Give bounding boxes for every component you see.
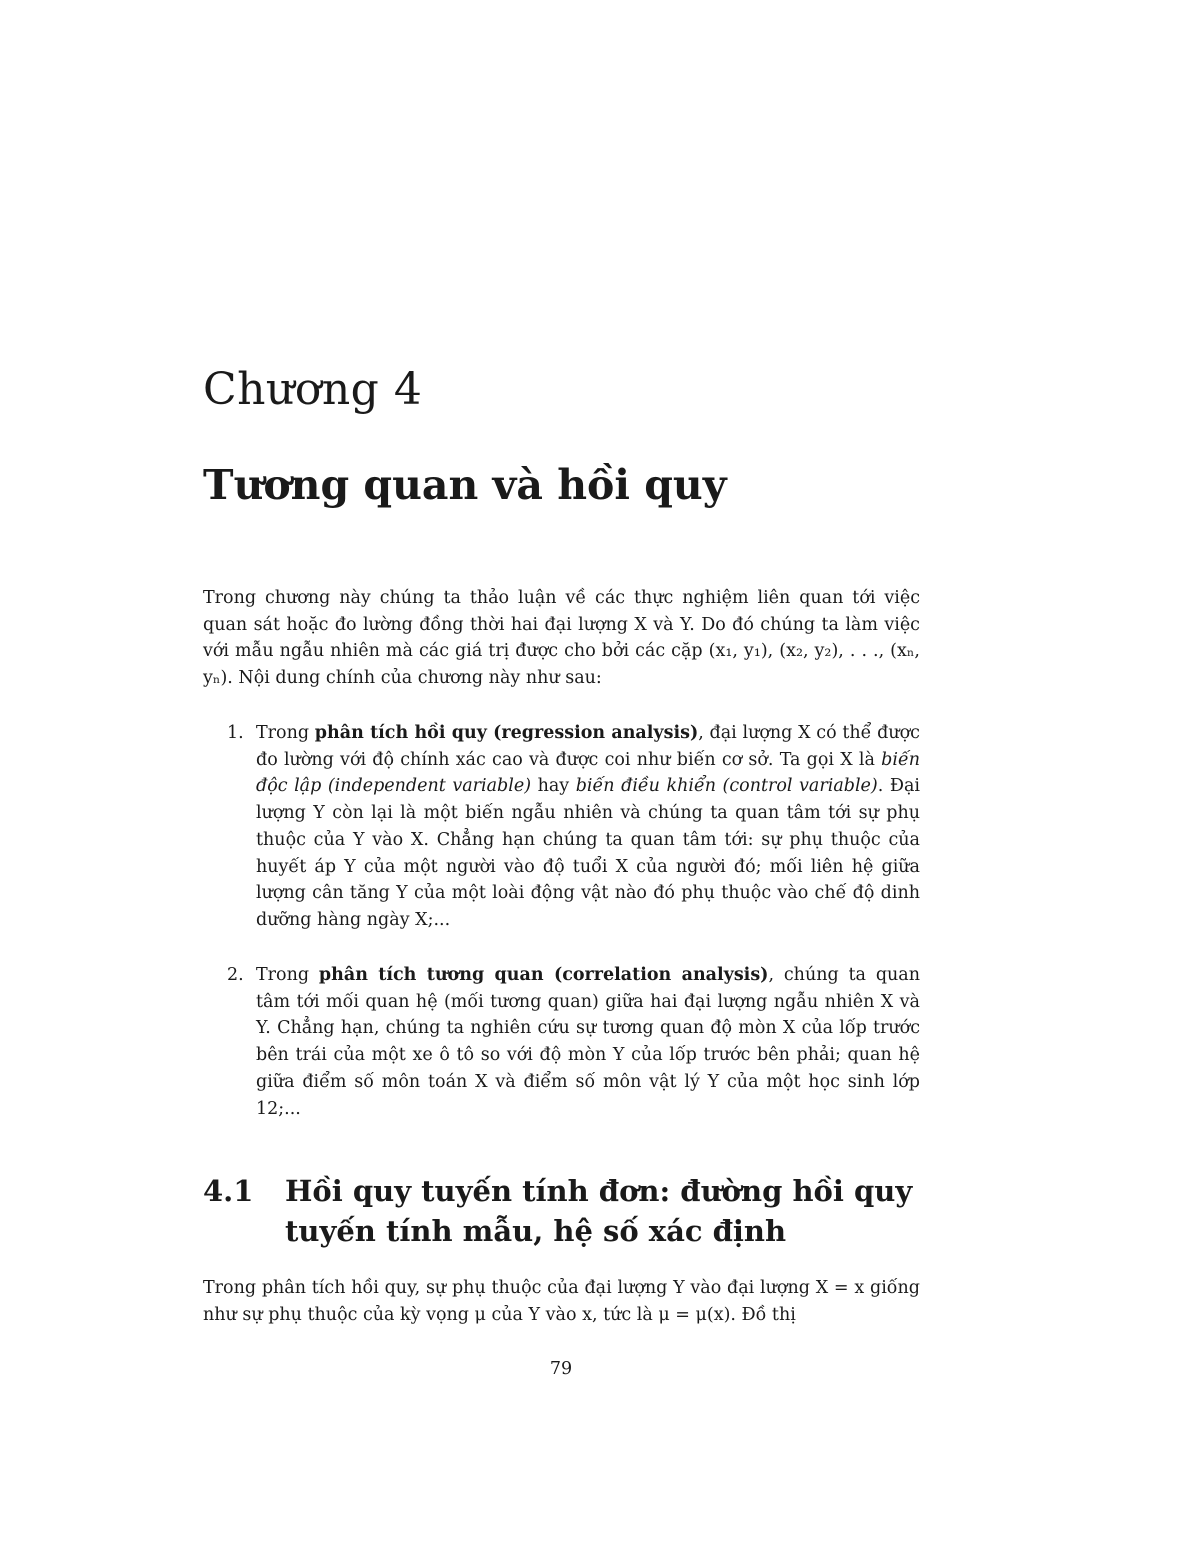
term-correlation-analysis: phân tích tương quan (correlation analysis): [318, 965, 769, 985]
item1-mid2: hay: [531, 776, 576, 797]
section-number: 4.1: [203, 1174, 254, 1208]
item1-mid1: , đại lượng X có thể được đo lường với độ chính xác cao và được coi như biến cơ sở. Ta gọi X là: [256, 723, 920, 770]
list-item-number: 1.: [227, 723, 244, 743]
item2-rest: , chúng ta quan tâm tới mối quan hệ (mối tương quan) giữa hai đại lượng ngẫu nhiên X và Y. Chẳng hạn, chúng ta nghiên cứu sự tương quan độ mòn X của lốp trước bên trái của một xe ô tô so với độ mòn Y của lốp trước bên phải; quan hệ giữa điểm số môn toán X và điểm số môn vật lý Y của một học sinh lớp 12;...: [256, 965, 920, 1119]
page-number: 79: [549, 1359, 573, 1379]
list-item-text: [256, 720, 920, 934]
list-item-text: [256, 962, 920, 1122]
intro-paragraph: Trong chương này chúng ta thảo luận về các thực nghiệm liên quan tới việc quan sát hoặc đo lường đồng thời hai đại lượng X và Y. Do đó chúng ta làm việc với mẫu ngẫu nhiên mà các giá trị được cho bởi các cặp (x₁, y₁), (x₂, y₂), . . ., (xₙ, yₙ). Nội dung chính của chương này như sau:: [203, 588, 920, 689]
item2-lead: Trong: [256, 965, 319, 985]
term-control-variable: biến điều khiển (control variable): [575, 776, 878, 797]
section-body-paragraph: Trong phân tích hồi quy, sự phụ thuộc của đại lượng Y vào đại lượng X = x giống như sự phụ thuộc của kỳ vọng μ của Y vào x, tức là μ = μ(x). Đồ thị: [203, 1278, 920, 1325]
section-title: Hồi quy tuyến tính đơn: đường hồi quy tuyến tính mẫu, hệ số xác định: [285, 1174, 913, 1248]
term-independent-variable: biến độc lập (independent variable): [256, 749, 920, 797]
item1-rest: . Đại lượng Y còn lại là một biến ngẫu nhiên và chúng ta quan tâm tới sự phụ thuộc của Y vào X. Chẳng hạn chúng ta quan tâm tới: sự phụ thuộc của huyết áp Y của một người vào độ tuổi X của người đó; mối liên hệ giữa lượng cân tăng Y của một loài động vật nào đó phụ thuộc vào chế độ dinh dưỡng hàng ngày X;...: [256, 776, 921, 930]
term-regression-analysis: phân tích hồi quy (regression analysis): [314, 723, 699, 743]
chapter-label: Chương 4: [203, 364, 423, 415]
chapter-title: Tương quan và hồi quy: [203, 461, 727, 509]
item1-lead: Trong: [256, 723, 315, 743]
list-item-number: 2.: [227, 965, 244, 985]
